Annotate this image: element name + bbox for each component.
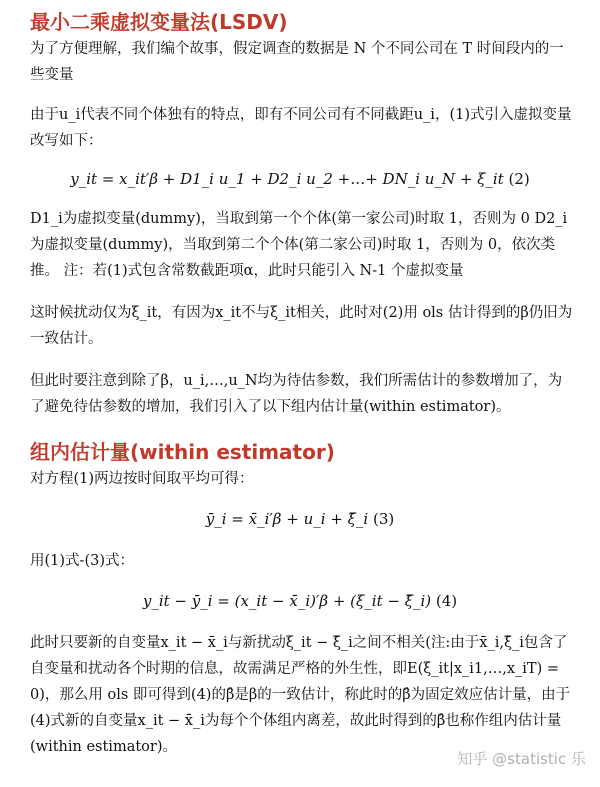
equation-2-body: y_it = x_it′β + D1_i u_1 + D2_i u_2 +…+ DN_i u_N + ξ_it bbox=[70, 170, 504, 188]
equation-2 bbox=[0, 170, 600, 188]
equation-2-number: (2) bbox=[508, 170, 530, 188]
paragraph-dummy-variables: D1_i为虚拟变量(dummy)，当取到第一个个体(第一家公司)时取 1，否则为 0 D2_i为虚拟变量(dummy)，当取到第二个个体(第二家公司)时取 1，否则为 0，依次类推。 注：若(1)式包含常数截距项α，此时只能引入 N-1 个虚拟变量 bbox=[30, 211, 568, 279]
equation-3-number: (3) bbox=[372, 510, 395, 528]
paragraph-fixed-effects: 此时只要新的自变量x_it − x̄_i与新扰动ξ_it − ξ̄_i之间不相关(注:由于x̄_i,ξ̄_i包含了自变量和扰动各个时期的信息，故需满足严格的外生性，即E(ξ_it|x_i1,…,x_iT) = 0)，那么用 ols 即可得到(4)的β̂是β的一致估计，称此时的β̂为固定效应估计量，由于(4)式新的自变量x_it − x̄_i为每个个体组内离差，故此时得到的β̂也称作组内估计量(within estimator)。 bbox=[30, 635, 571, 755]
paragraph-intro: 为了方便理解，我们编个故事，假定调查的数据是 N 个不同公司在 T 时间段内的一些变量 bbox=[30, 41, 564, 83]
equation-4-number: (4) bbox=[435, 592, 458, 610]
paragraph-ols-consistency: 这时候扰动仅为ξ_it，有因为x_it不与ξ_it相关，此时对(2)用 ols 估计得到的β仍旧为一致估计。 bbox=[30, 305, 573, 347]
zhihu-watermark: 知乎 @statistic 乐 bbox=[457, 750, 586, 768]
paragraph-subtract: 用(1)式-(3)式： bbox=[30, 553, 134, 569]
equation-3-body: ȳ_i = x̄_i′β + u_i + ξ̄_i bbox=[205, 510, 369, 528]
section-title-lsdv: 最小二乘虚拟变量法(LSDV) bbox=[30, 10, 288, 34]
paragraph-individual-effects: 由于u_i代表不同个体独有的特点，即有不同公司有不同截距u_i，(1)式引入虚拟变量改写如下： bbox=[30, 107, 572, 149]
equation-4-body: y_it − ȳ_i = (x_it − x̄_i)′β + (ξ_it − ξ̄_i) bbox=[142, 592, 432, 610]
paragraph-time-average: 对方程(1)两边按时间取平均可得： bbox=[30, 471, 254, 487]
section-title-within-estimator: 组内估计量(within estimator) bbox=[30, 440, 335, 464]
equation-3 bbox=[0, 510, 600, 528]
equation-4 bbox=[0, 592, 600, 610]
paragraph-parameter-increase: 但此时要注意到除了β，u_i,…,u_N均为待估参数，我们所需估计的参数增加了，为了避免待估参数的增加，我们引入了以下组内估计量(within estimator)。 bbox=[30, 373, 563, 415]
